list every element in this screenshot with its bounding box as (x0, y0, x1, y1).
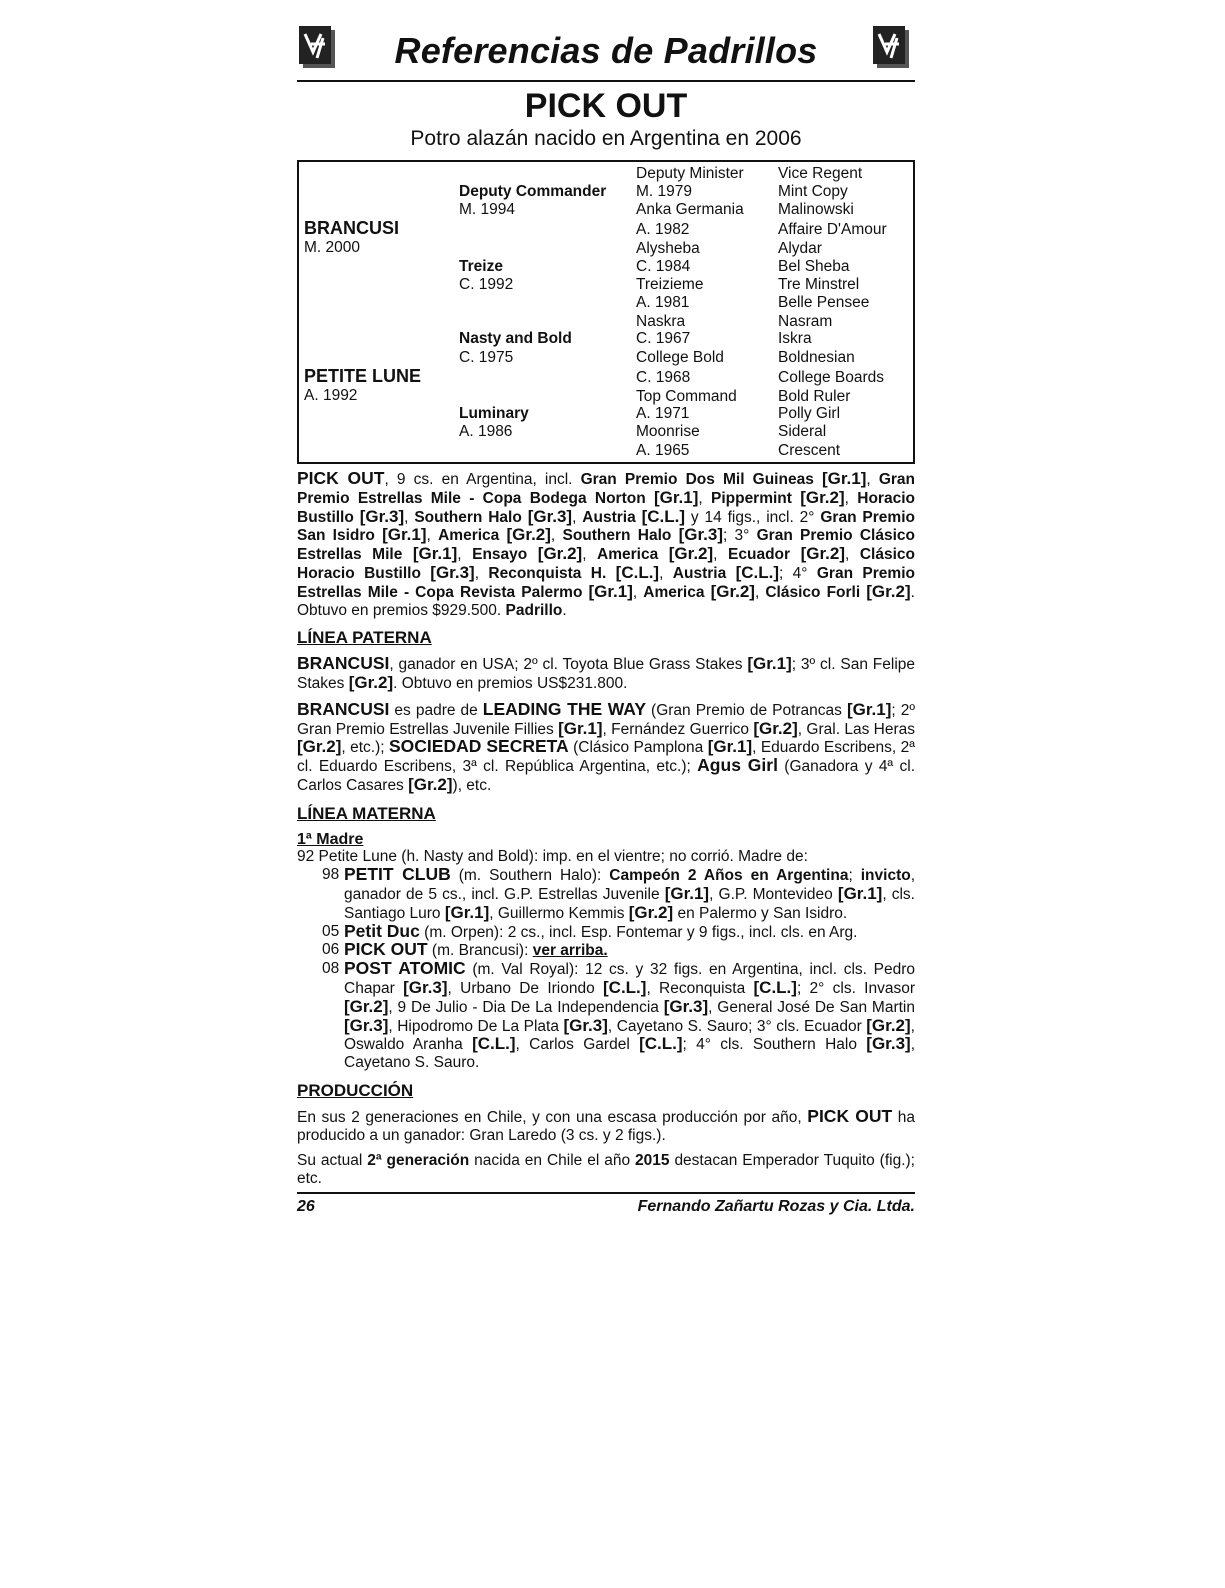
pedigree-gen4-name: Sideral (778, 423, 827, 440)
pedigree-gen4-name: Mint Copy (778, 183, 848, 200)
pedigree-sire-info: M. 2000 (304, 239, 361, 256)
pedigree-gen3-name: Top Command (636, 388, 737, 405)
pedigree-gen3-info: M. 1979 (636, 183, 693, 200)
pedigree-gen2-name: Treize (459, 258, 503, 275)
pedigree-gen4-name: Tre Minstrel (778, 276, 860, 293)
logo-icon (871, 24, 911, 70)
pedigree-gen4-name: Alydar (778, 240, 822, 257)
pedigree-gen3-name: Deputy Minister (636, 165, 744, 182)
pedigree-gen4-name: Bel Sheba (778, 258, 850, 275)
horse-name: PICK OUT (524, 87, 688, 125)
publisher-name: Fernando Zañartu Rozas y Cia. Ltda. (637, 1197, 915, 1215)
pedigree-gen4-name: College Boards (778, 369, 884, 386)
pedigree-gen4-name: Bold Ruler (778, 388, 851, 405)
pedigree-gen4-name: Belle Pensee (778, 294, 870, 311)
pedigree-gen3-name: Treizieme (636, 276, 704, 293)
pedigree-gen2-info: C. 1975 (459, 349, 514, 366)
page-header (297, 22, 915, 82)
pedigree-gen4-name: Polly Girl (778, 405, 841, 422)
pedigree-gen2-info: C. 1992 (459, 276, 514, 293)
list-item: 98 PETIT CLUB (m. Southern Halo): Campeón 2 Años en Argentina; invicto, ganador de 5 cs., incl. G.P. Estrellas Juvenile [Gr.1], G.P. Montevideo [Gr.1], cls. Santiago Luro [Gr.1], Guillermo Kemmis [Gr.2] en Palermo y San Isidro. (322, 864, 916, 922)
dam-intro: 92 Petite Lune (h. Nasty and Bold): imp. en el vientre; no corrió. Madre de: (297, 848, 808, 866)
race-summary: PICK OUT, 9 cs. en Argentina, incl. Gran Premio Dos Mil Guineas [Gr.1], Gran Premio Estrellas Mile - Copa Bodega Norton [Gr.1], Pippermint [Gr.2], Horacio Bustillo [Gr.3], Southern Halo [Gr.3], Austria [C.L.] y 14 figs., incl. 2° Gran Premio San Isidro [Gr.1], America [Gr.2], Southern Halo [Gr.3]; 3° Gran Premio Clásico Estrellas Mile [Gr.1], Ensayo [Gr.2], America [Gr.2], Ecuador [Gr.2], Clásico Horacio Bustillo [Gr.3], Reconquista H. [C.L.], Austria [C.L.]; 4° Gran Premio Estrellas Mile - Copa Revista Palermo [Gr.1], America [Gr.2], Clásico Forli [Gr.2]. Obtuvo en premios $929.500. Padrillo. (297, 468, 915, 619)
section-heading-paternal: LÍNEA PATERNA (297, 628, 432, 648)
pedigree-gen3-info: C. 1967 (636, 330, 691, 347)
pedigree-sire-name: BRANCUSI (304, 218, 400, 238)
page-title: Referencias de Padrillos (394, 30, 818, 71)
pedigree-table (297, 160, 915, 464)
pedigree-gen4-name: Iskra (778, 330, 812, 347)
list-item: 06 PICK OUT (m. Brancusi): ver arriba. (322, 939, 608, 960)
pedigree-gen3-name: Alysheba (636, 240, 700, 257)
pedigree-gen3-info: A. 1965 (636, 442, 690, 459)
pedigree-gen4-name: Boldnesian (778, 349, 855, 366)
pedigree-dam-info: A. 1992 (304, 387, 358, 404)
production-paragraph: Su actual 2ª generación nacida en Chile el año 2015 destacan Emperador Tuquito (fig.); etc. (297, 1152, 915, 1188)
page (297, 22, 915, 1216)
pedigree-gen3-name: College Bold (636, 349, 724, 366)
paternal-paragraph: BRANCUSI es padre de LEADING THE WAY (Gran Premio de Potrancas [Gr.1]; 2º Gran Premio Estrellas Juvenile Fillies [Gr.1], Fernández Guerrico [Gr.2], Gral. Las Heras [Gr.2], etc.); SOCIEDAD SECRETA (Clásico Pamplona [Gr.1], Eduardo Escribens, 2ª cl. Eduardo Escribens, 3ª cl. República Argentina, etc.); Agus Girl (Ganadora y 4ª cl. Carlos Casares [Gr.2]), etc. (297, 698, 916, 794)
pedigree-dam-name: PETITE LUNE (304, 366, 422, 386)
pedigree-gen4-name: Malinowski (778, 201, 854, 218)
pedigree-gen4-name: Vice Regent (778, 165, 863, 182)
pedigree-gen2-info: M. 1994 (459, 201, 516, 218)
pedigree-gen2-name: Nasty and Bold (459, 330, 572, 347)
pedigree-gen3-name: Naskra (636, 313, 686, 330)
pedigree-gen4-name: Nasram (778, 313, 833, 330)
pedigree-gen3-info: C. 1968 (636, 369, 691, 386)
pedigree-gen3-info: A. 1981 (636, 294, 690, 311)
pedigree-gen2-name: Luminary (459, 405, 529, 422)
see-above-link: ver arriba. (532, 942, 608, 960)
pedigree-gen4-name: Affaire D'Amour (778, 221, 887, 238)
section-heading-maternal: LÍNEA MATERNA (297, 803, 436, 823)
pedigree-gen3-name: Moonrise (636, 423, 700, 440)
pedigree-gen4-name: Crescent (778, 442, 841, 459)
pedigree-gen3-info: C. 1984 (636, 258, 691, 275)
subheading-first-dam: 1ª Madre (297, 830, 364, 848)
paternal-paragraph: BRANCUSI, ganador en USA; 2º cl. Toyota Blue Grass Stakes [Gr.1]; 3º cl. San Felipe Stakes [Gr.2]. Obtuvo en premios US$231.800. (297, 653, 916, 692)
page-number: 26 (297, 1197, 315, 1215)
list-item: 05 Petit Duc (m. Orpen): 2 cs., incl. Esp. Fontemar y 9 figs., incl. cls. en Arg. (322, 920, 858, 941)
production-paragraph: En sus 2 generaciones en Chile, y con una escasa producción por año, PICK OUT ha producido a un ganador: Gran Laredo (3 cs. y 2 figs.). (297, 1105, 915, 1144)
main-content (297, 470, 915, 1188)
pedigree-gen2-name: Deputy Commander (459, 183, 607, 200)
page-footer (297, 1192, 915, 1216)
pedigree-gen3-info: A. 1971 (636, 405, 690, 422)
pedigree-gen3-name: Anka Germania (636, 201, 744, 218)
list-item: 08 POST ATOMIC (m. Val Royal): 12 cs. y 32 figs. en Argentina, incl. cls. Pedro Chapar [Gr.3], Urbano De Iriondo [C.L.], Reconquista [C.L.]; 2° cls. Invasor [Gr.2], 9 De Julio - Dia De La Independencia [Gr.3], General José De San Martin [Gr.3], Hipodromo De La Plata [Gr.3], Cayetano S. Sauro; 3° cls. Ecuador [Gr.2], Oswaldo Aranha [C.L.], Carlos Gardel [C.L.]; 4° cls. Southern Halo [Gr.3], Cayetano S. Sauro. (322, 958, 915, 1072)
section-heading-production: PRODUCCIÓN (297, 1080, 414, 1100)
horse-description: Potro alazán nacido en Argentina en 2006 (410, 127, 802, 150)
pedigree-gen2-info: A. 1986 (459, 423, 513, 440)
pedigree-gen3-info: A. 1982 (636, 221, 690, 238)
